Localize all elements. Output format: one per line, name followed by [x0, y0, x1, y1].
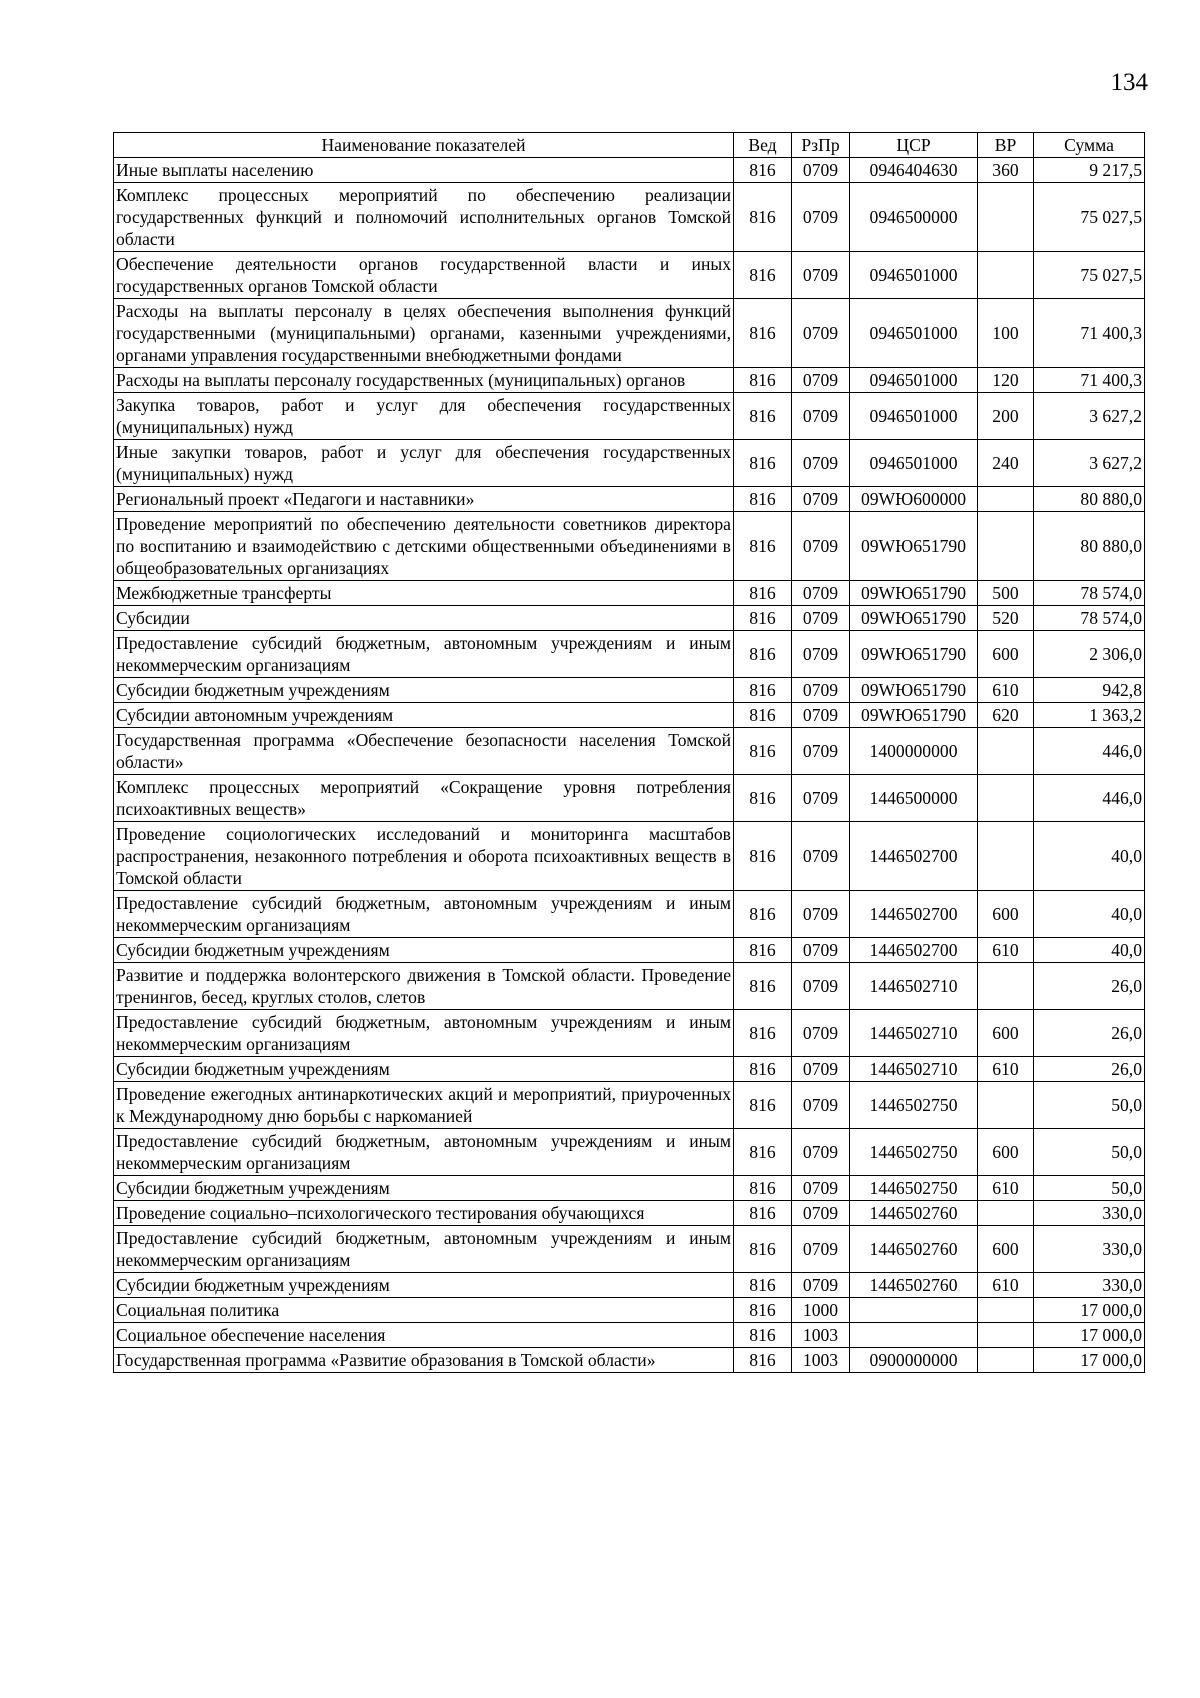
table-row: [114, 1226, 1145, 1273]
cell-name: Социальная политика: [114, 1298, 734, 1323]
cell-rzpr: 0709: [792, 487, 850, 512]
cell-ved: 816: [734, 631, 792, 678]
cell-name: Субсидии бюджетным учреждениям: [114, 1176, 734, 1201]
cell-name: Предоставление субсидий бюджетным, автономным учреждениям и иным некоммерческим организациям: [114, 891, 734, 938]
cell-name: Государственная программа «Развитие образования в Томской области»: [114, 1348, 734, 1373]
cell-sum: 330,0: [1034, 1201, 1145, 1226]
cell-vr: [978, 775, 1034, 822]
cell-ved: 816: [734, 1323, 792, 1348]
cell-ved: 816: [734, 1057, 792, 1082]
cell-csr: 1446500000: [850, 775, 978, 822]
cell-rzpr: 0709: [792, 183, 850, 252]
cell-sum: 75 027,5: [1034, 183, 1145, 252]
cell-csr: 1446502750: [850, 1082, 978, 1129]
cell-vr: 120: [978, 368, 1034, 393]
cell-csr: 0946501000: [850, 252, 978, 299]
cell-name: Развитие и поддержка волонтерского движения в Томской области. Проведение тренингов, бесед, круглых столов, слетов: [114, 963, 734, 1010]
cell-sum: 446,0: [1034, 775, 1145, 822]
cell-vr: [978, 487, 1034, 512]
cell-name: Комплекс процессных мероприятий «Сокращение уровня потребления психоактивных веществ»: [114, 775, 734, 822]
cell-csr: 0946501000: [850, 299, 978, 368]
cell-ved: 816: [734, 1348, 792, 1373]
cell-csr: 0946404630: [850, 158, 978, 183]
cell-sum: 2 306,0: [1034, 631, 1145, 678]
table-body: [114, 158, 1145, 1373]
cell-name: Предоставление субсидий бюджетным, автономным учреждениям и иным некоммерческим организациям: [114, 1010, 734, 1057]
table-row: [114, 1201, 1145, 1226]
cell-name: Субсидии бюджетным учреждениям: [114, 1057, 734, 1082]
cell-csr: 1446502700: [850, 822, 978, 891]
table-row: [114, 1273, 1145, 1298]
cell-rzpr: 0709: [792, 1273, 850, 1298]
cell-csr: [850, 1323, 978, 1348]
cell-vr: [978, 822, 1034, 891]
table-row: [114, 158, 1145, 183]
cell-name: Субсидии бюджетным учреждениям: [114, 1273, 734, 1298]
cell-csr: 1446502750: [850, 1176, 978, 1201]
cell-ved: 816: [734, 963, 792, 1010]
cell-rzpr: 0709: [792, 158, 850, 183]
cell-ved: 816: [734, 487, 792, 512]
cell-csr: 1446502760: [850, 1226, 978, 1273]
cell-rzpr: 0709: [792, 1201, 850, 1226]
cell-csr: 1400000000: [850, 728, 978, 775]
table-row: [114, 252, 1145, 299]
cell-sum: 9 217,5: [1034, 158, 1145, 183]
cell-rzpr: 0709: [792, 1226, 850, 1273]
cell-vr: 610: [978, 1273, 1034, 1298]
cell-ved: 816: [734, 393, 792, 440]
cell-ved: 816: [734, 938, 792, 963]
cell-rzpr: 0709: [792, 963, 850, 1010]
cell-ved: 816: [734, 1082, 792, 1129]
table-header-row: [114, 133, 1145, 158]
cell-vr: [978, 183, 1034, 252]
cell-rzpr: 0709: [792, 440, 850, 487]
cell-vr: 360: [978, 158, 1034, 183]
cell-sum: 446,0: [1034, 728, 1145, 775]
cell-sum: 17 000,0: [1034, 1348, 1145, 1373]
cell-name: Предоставление субсидий бюджетным, автономным учреждениям и иным некоммерческим организациям: [114, 631, 734, 678]
cell-rzpr: 0709: [792, 1082, 850, 1129]
cell-name: Иные выплаты населению: [114, 158, 734, 183]
cell-ved: 816: [734, 1298, 792, 1323]
cell-ved: 816: [734, 678, 792, 703]
cell-ved: 816: [734, 1273, 792, 1298]
cell-csr: 0946501000: [850, 368, 978, 393]
cell-name: Проведение мероприятий по обеспечению деятельности советников директора по воспитанию и взаимодействию с детскими общественными объединениями в общеобразовательных организациях: [114, 512, 734, 581]
cell-csr: 09WЮ600000: [850, 487, 978, 512]
cell-ved: 816: [734, 581, 792, 606]
cell-csr: 1446502710: [850, 963, 978, 1010]
cell-vr: 100: [978, 299, 1034, 368]
cell-ved: 816: [734, 606, 792, 631]
cell-sum: 50,0: [1034, 1129, 1145, 1176]
cell-sum: 50,0: [1034, 1176, 1145, 1201]
cell-sum: 26,0: [1034, 963, 1145, 1010]
cell-name: Расходы на выплаты персоналу государственных (муниципальных) органов: [114, 368, 734, 393]
cell-rzpr: 0709: [792, 938, 850, 963]
cell-sum: 3 627,2: [1034, 393, 1145, 440]
cell-vr: 620: [978, 703, 1034, 728]
table-row: [114, 1348, 1145, 1373]
cell-vr: 600: [978, 1226, 1034, 1273]
cell-csr: 1446502700: [850, 891, 978, 938]
cell-vr: 600: [978, 891, 1034, 938]
cell-ved: 816: [734, 368, 792, 393]
cell-csr: 1446502710: [850, 1057, 978, 1082]
cell-vr: [978, 1298, 1034, 1323]
cell-vr: [978, 512, 1034, 581]
cell-sum: 26,0: [1034, 1057, 1145, 1082]
cell-name: Социальное обеспечение населения: [114, 1323, 734, 1348]
cell-vr: [978, 1348, 1034, 1373]
cell-ved: 816: [734, 822, 792, 891]
table-row: [114, 822, 1145, 891]
table-row: [114, 891, 1145, 938]
table-row: [114, 581, 1145, 606]
cell-csr: 09WЮ651790: [850, 703, 978, 728]
cell-rzpr: 0709: [792, 368, 850, 393]
cell-ved: 816: [734, 183, 792, 252]
cell-vr: [978, 1082, 1034, 1129]
column-header-rzpr: РзПр: [792, 133, 850, 158]
cell-vr: 600: [978, 631, 1034, 678]
cell-ved: 816: [734, 1010, 792, 1057]
cell-vr: [978, 728, 1034, 775]
cell-rzpr: 0709: [792, 822, 850, 891]
table-row: [114, 1129, 1145, 1176]
cell-ved: 816: [734, 158, 792, 183]
cell-csr: 09WЮ651790: [850, 678, 978, 703]
cell-csr: 09WЮ651790: [850, 581, 978, 606]
table-row: [114, 440, 1145, 487]
cell-csr: 1446502750: [850, 1129, 978, 1176]
cell-sum: 942,8: [1034, 678, 1145, 703]
page-number: 134: [1110, 69, 1148, 96]
table-row: [114, 728, 1145, 775]
cell-vr: 610: [978, 678, 1034, 703]
table-row: [114, 1010, 1145, 1057]
table-row: [114, 183, 1145, 252]
cell-sum: 330,0: [1034, 1226, 1145, 1273]
table-row: [114, 631, 1145, 678]
cell-name: Расходы на выплаты персоналу в целях обеспечения выполнения функций государственными (муниципальными) органами, казенными учреждениями, органами управления государственными внебюджетными фондами: [114, 299, 734, 368]
cell-ved: 816: [734, 299, 792, 368]
cell-rzpr: 0709: [792, 1057, 850, 1082]
cell-rzpr: 0709: [792, 631, 850, 678]
cell-csr: 1446502760: [850, 1201, 978, 1226]
cell-rzpr: 0709: [792, 606, 850, 631]
cell-name: Субсидии бюджетным учреждениям: [114, 938, 734, 963]
cell-vr: 200: [978, 393, 1034, 440]
cell-vr: [978, 963, 1034, 1010]
cell-csr: [850, 1298, 978, 1323]
cell-rzpr: 1000: [792, 1298, 850, 1323]
cell-ved: 816: [734, 703, 792, 728]
cell-ved: 816: [734, 1201, 792, 1226]
cell-name: Субсидии бюджетным учреждениям: [114, 678, 734, 703]
cell-sum: 40,0: [1034, 891, 1145, 938]
cell-vr: 520: [978, 606, 1034, 631]
cell-csr: 0900000000: [850, 1348, 978, 1373]
cell-name: Субсидии: [114, 606, 734, 631]
cell-name: Иные закупки товаров, работ и услуг для обеспечения государственных (муниципальных) нужд: [114, 440, 734, 487]
cell-rzpr: 0709: [792, 703, 850, 728]
cell-rzpr: 0709: [792, 299, 850, 368]
cell-vr: 500: [978, 581, 1034, 606]
cell-rzpr: 0709: [792, 1176, 850, 1201]
cell-rzpr: 0709: [792, 728, 850, 775]
cell-name: Межбюджетные трансферты: [114, 581, 734, 606]
cell-name: Обеспечение деятельности органов государственной власти и иных государственных органов Томской области: [114, 252, 734, 299]
cell-name: Проведение ежегодных антинаркотических акций и мероприятий, приуроченных к Международному дню борьбы с наркоманией: [114, 1082, 734, 1129]
cell-csr: 09WЮ651790: [850, 512, 978, 581]
table-row: [114, 1323, 1145, 1348]
table-row: [114, 393, 1145, 440]
table-row: [114, 1082, 1145, 1129]
table-row: [114, 606, 1145, 631]
cell-sum: 40,0: [1034, 822, 1145, 891]
cell-sum: 80 880,0: [1034, 512, 1145, 581]
cell-rzpr: 0709: [792, 678, 850, 703]
table-row: [114, 1298, 1145, 1323]
cell-sum: 75 027,5: [1034, 252, 1145, 299]
cell-vr: 610: [978, 1057, 1034, 1082]
cell-sum: 40,0: [1034, 938, 1145, 963]
cell-rzpr: 0709: [792, 581, 850, 606]
cell-ved: 816: [734, 728, 792, 775]
table-row: [114, 299, 1145, 368]
budget-table: [113, 132, 1145, 1373]
cell-sum: 80 880,0: [1034, 487, 1145, 512]
cell-rzpr: 0709: [792, 1129, 850, 1176]
cell-ved: 816: [734, 440, 792, 487]
cell-csr: 1446502760: [850, 1273, 978, 1298]
cell-sum: 78 574,0: [1034, 581, 1145, 606]
cell-sum: 17 000,0: [1034, 1323, 1145, 1348]
table-row: [114, 775, 1145, 822]
cell-csr: 1446502710: [850, 1010, 978, 1057]
cell-sum: 50,0: [1034, 1082, 1145, 1129]
column-header-sum: Сумма: [1034, 133, 1145, 158]
cell-sum: 78 574,0: [1034, 606, 1145, 631]
cell-name: Проведение социологических исследований и мониторинга масштабов распространения, незаконного потребления и оборота психоактивных веществ в Томской области: [114, 822, 734, 891]
cell-sum: 71 400,3: [1034, 368, 1145, 393]
cell-name: Проведение социально–психологического тестирования обучающихся: [114, 1201, 734, 1226]
cell-ved: 816: [734, 1226, 792, 1273]
cell-rzpr: 0709: [792, 775, 850, 822]
cell-ved: 816: [734, 1129, 792, 1176]
cell-ved: 816: [734, 775, 792, 822]
cell-ved: 816: [734, 891, 792, 938]
cell-sum: 3 627,2: [1034, 440, 1145, 487]
cell-vr: 240: [978, 440, 1034, 487]
cell-name: Региональный проект «Педагоги и наставники»: [114, 487, 734, 512]
cell-vr: 600: [978, 1129, 1034, 1176]
cell-ved: 816: [734, 512, 792, 581]
cell-sum: 26,0: [1034, 1010, 1145, 1057]
cell-csr: 1446502700: [850, 938, 978, 963]
cell-vr: [978, 1201, 1034, 1226]
cell-vr: 600: [978, 1010, 1034, 1057]
cell-ved: 816: [734, 252, 792, 299]
table-row: [114, 1176, 1145, 1201]
column-header-name: Наименование показателей: [114, 133, 734, 158]
cell-csr: 09WЮ651790: [850, 631, 978, 678]
table-row: [114, 487, 1145, 512]
cell-name: Предоставление субсидий бюджетным, автономным учреждениям и иным некоммерческим организациям: [114, 1226, 734, 1273]
cell-vr: 610: [978, 938, 1034, 963]
table-row: [114, 1057, 1145, 1082]
cell-name: Государственная программа «Обеспечение безопасности населения Томской области»: [114, 728, 734, 775]
cell-rzpr: 1003: [792, 1348, 850, 1373]
cell-name: Комплекс процессных мероприятий по обеспечению реализации государственных функций и полномочий исполнительных органов Томской области: [114, 183, 734, 252]
cell-vr: 610: [978, 1176, 1034, 1201]
cell-rzpr: 0709: [792, 512, 850, 581]
column-header-csr: ЦСР: [850, 133, 978, 158]
column-header-ved: Вед: [734, 133, 792, 158]
cell-vr: [978, 1323, 1034, 1348]
cell-csr: 0946501000: [850, 440, 978, 487]
cell-name: Субсидии автономным учреждениям: [114, 703, 734, 728]
cell-rzpr: 0709: [792, 891, 850, 938]
table-row: [114, 963, 1145, 1010]
cell-rzpr: 0709: [792, 1010, 850, 1057]
cell-sum: 330,0: [1034, 1273, 1145, 1298]
table-row: [114, 368, 1145, 393]
cell-csr: 09WЮ651790: [850, 606, 978, 631]
cell-rzpr: 0709: [792, 252, 850, 299]
cell-rzpr: 1003: [792, 1323, 850, 1348]
cell-ved: 816: [734, 1176, 792, 1201]
cell-sum: 71 400,3: [1034, 299, 1145, 368]
cell-sum: 1 363,2: [1034, 703, 1145, 728]
cell-name: Предоставление субсидий бюджетным, автономным учреждениям и иным некоммерческим организациям: [114, 1129, 734, 1176]
cell-sum: 17 000,0: [1034, 1298, 1145, 1323]
table-row: [114, 938, 1145, 963]
table-row: [114, 703, 1145, 728]
cell-csr: 0946500000: [850, 183, 978, 252]
cell-rzpr: 0709: [792, 393, 850, 440]
table-row: [114, 512, 1145, 581]
table-row: [114, 678, 1145, 703]
cell-name: Закупка товаров, работ и услуг для обеспечения государственных (муниципальных) нужд: [114, 393, 734, 440]
column-header-vr: ВР: [978, 133, 1034, 158]
cell-csr: 0946501000: [850, 393, 978, 440]
cell-vr: [978, 252, 1034, 299]
